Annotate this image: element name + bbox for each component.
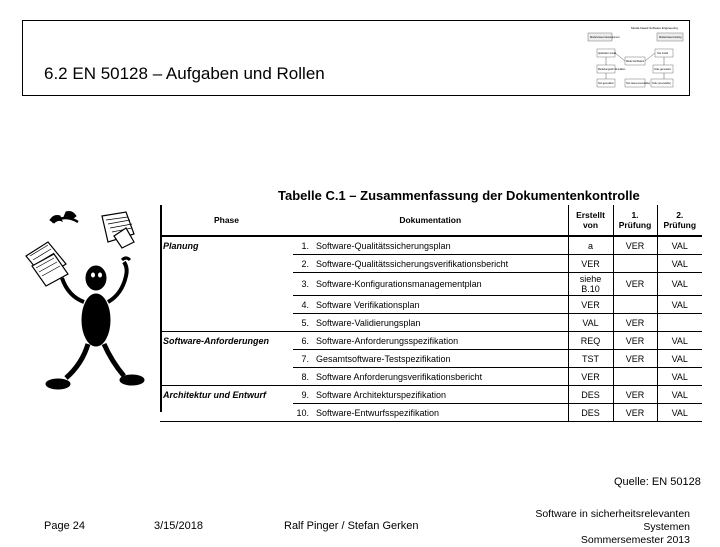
row-number: 7. [293, 350, 313, 368]
row-erste-pruefung [613, 255, 657, 273]
row-phase [160, 255, 293, 273]
row-zweite-pruefung: VAL [657, 296, 702, 314]
row-phase: Software-Anforderungen [163, 335, 270, 346]
diagram-box-7: Code generation [654, 69, 671, 71]
footer-authors: Ralf Pinger / Stefan Gerken [284, 520, 419, 532]
row-document: Gesamtsoftware-Testspezifikation [313, 350, 568, 368]
row-document: Software Anforderungsverifikationsbericht [313, 368, 568, 386]
row-zweite-pruefung: VAL [657, 255, 702, 273]
row-erste-pruefung: VER [613, 314, 657, 332]
table-row [160, 368, 702, 386]
header-erstellt-von: Erstellt von [568, 205, 613, 236]
row-erstellt-von: VER [568, 296, 613, 314]
diagram-box-1: Model-based development [590, 36, 620, 39]
row-erste-pruefung: VER [613, 332, 657, 350]
row-erste-pruefung: VER [613, 386, 657, 404]
table-header-row [160, 205, 702, 236]
row-document: Software-Anforderungsspezifikation [313, 332, 568, 350]
diagram-box-6: Modellvergleich Simulation [598, 69, 626, 71]
row-erste-pruefung: VER [613, 236, 657, 255]
footer-course-line-1: Software in sicherheitsrelevanten Systemen [535, 508, 690, 533]
row-erstellt-von: siehe B.10 [568, 273, 613, 296]
row-number: 1. [293, 236, 313, 255]
diagram-box-5: Model Verification [626, 61, 645, 63]
source-note: Quelle: EN 50128 [614, 476, 701, 488]
row-number: 4. [293, 296, 313, 314]
slide-title: 6.2 EN 50128 – Aufgaben und Rollen [44, 64, 325, 83]
row-document: Software-Entwurfsspezifikation [313, 404, 568, 422]
row-document: Software Architekturspezifikation [313, 386, 568, 404]
row-erste-pruefung: VER [613, 273, 657, 296]
mbse-diagram [585, 24, 688, 94]
row-number: 5. [293, 314, 313, 332]
row-phase: Architektur und Entwurf [163, 389, 266, 400]
footer-page: Page 24 [44, 520, 85, 532]
table-row [160, 255, 702, 273]
row-phase [160, 350, 293, 368]
footer-date: 3/15/2018 [154, 520, 203, 532]
document-control-table [160, 205, 702, 418]
row-document: Software Verifikationsplan [313, 296, 568, 314]
footer-course-line-2: Sommersemester 2013 [580, 534, 690, 546]
row-zweite-pruefung: VAL [657, 386, 702, 404]
row-zweite-pruefung: VAL [657, 236, 702, 255]
row-erstellt-von: a [568, 236, 613, 255]
diagram-box-10: Test cases (executable) [626, 83, 651, 85]
row-document: Software-Validierungsplan [313, 314, 568, 332]
row-number: 8. [293, 368, 313, 386]
row-phase: Planung [163, 240, 199, 251]
row-document: Software-Qualitätssicherungsverifikationsbericht [313, 255, 568, 273]
header-phase: Phase [160, 205, 293, 236]
row-erstellt-von: DES [568, 386, 613, 404]
row-erste-pruefung: VER [613, 404, 657, 422]
header-documentation: Dokumentation [293, 205, 568, 236]
table-row [160, 332, 702, 350]
row-zweite-pruefung: VAL [657, 350, 702, 368]
table-row [160, 314, 702, 332]
row-phase [160, 404, 293, 422]
table-row [160, 273, 702, 296]
row-phase [160, 314, 293, 332]
row-zweite-pruefung: VAL [657, 332, 702, 350]
row-erste-pruefung: VER [613, 350, 657, 368]
table-left-border [160, 205, 162, 412]
table-row [160, 386, 702, 404]
diagram-header: Model-based Software Engineering [631, 26, 678, 30]
row-phase [160, 273, 293, 296]
row-number: 6. [293, 332, 313, 350]
row-erstellt-von: VER [568, 368, 613, 386]
row-erstellt-von: DES [568, 404, 613, 422]
row-zweite-pruefung [657, 314, 702, 332]
row-phase [160, 368, 293, 386]
header-zweite-pruefung: 2. Prüfung [657, 205, 702, 236]
row-erste-pruefung [613, 296, 657, 314]
diagram-box-2: Model-based testing [659, 36, 682, 39]
juggling-figure-illustration [22, 208, 152, 408]
table-row [160, 296, 702, 314]
row-erstellt-von: REQ [568, 332, 613, 350]
row-erste-pruefung [613, 368, 657, 386]
diagram-box-9: Code (executable) [652, 83, 671, 85]
row-document: Software-Qualitätssicherungsplan [313, 236, 568, 255]
row-number: 9. [293, 386, 313, 404]
row-zweite-pruefung: VAL [657, 404, 702, 422]
row-document: Software-Konfigurationsmanagementplan [313, 273, 568, 296]
table-row [160, 350, 702, 368]
row-erstellt-von: TST [568, 350, 613, 368]
row-erstellt-von: VER [568, 255, 613, 273]
header-erste-pruefung: 1. Prüfung [613, 205, 657, 236]
row-zweite-pruefung: VAL [657, 273, 702, 296]
diagram-box-8: Test generation [598, 83, 614, 85]
row-number: 2. [293, 255, 313, 273]
row-number: 3. [293, 273, 313, 296]
row-number: 10. [293, 404, 313, 422]
table-row [160, 404, 702, 422]
row-phase [160, 296, 293, 314]
footer-course [494, 508, 690, 547]
table-title: Tabelle C.1 – Zusammenfassung der Dokumentenkontrolle [278, 188, 640, 203]
table-row [160, 236, 702, 255]
diagram-box-3: Application model [598, 53, 617, 55]
row-erstellt-von: VAL [568, 314, 613, 332]
diagram-box-4: Test model [657, 53, 669, 55]
row-zweite-pruefung: VAL [657, 368, 702, 386]
